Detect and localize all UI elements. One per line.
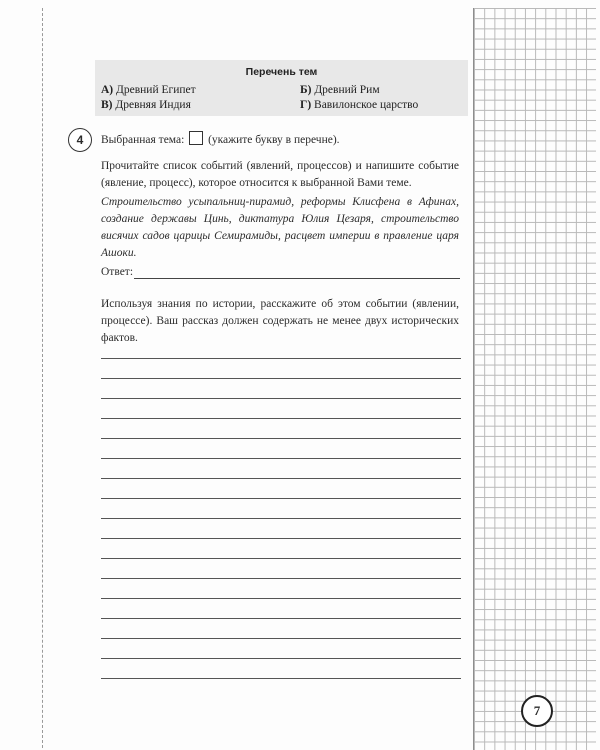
draft-grid [473,8,596,750]
answer-field[interactable] [134,278,460,279]
task-text: Используя знания по истории, расскажите об этом событии (явлении, процессе). Ваш рассказ должен содержать не менее двух исторических фактов. [101,298,459,344]
events-list: Строительство усыпальниц-пирамид, реформы Клисфена в Афинах, создание державы Цинь, диктатура Юлия Цезаря, строительство висячих садов царицы Семирамиды, расцвет империи в правление царя Ашоки. [101,196,459,259]
theme-option-v: В) Древняя Индия [101,99,191,111]
writing-line[interactable] [101,458,461,459]
writing-line[interactable] [101,518,461,519]
cut-line [42,8,43,748]
chosen-theme-row [101,131,340,146]
theme-option-a: А) Древний Египет [101,84,196,96]
answer-label: Ответ: [101,266,134,278]
question-number: 4 [68,128,92,152]
chosen-theme-label: Выбранная тема: [101,134,185,146]
theme-option-g: Г) Вавилонское царство [300,99,419,111]
theme-option-b: Б) Древний Рим [300,84,380,96]
writing-line[interactable] [101,658,461,659]
instruction-text: Прочитайте список событий (явлений, процессов) и напишите событие (явление, процесс), которое относится к выбранной Вами теме. [101,160,459,189]
chosen-theme-hint: (укажите букву в перечне). [208,134,340,146]
writing-line[interactable] [101,438,461,439]
writing-line[interactable] [101,478,461,479]
writing-line[interactable] [101,358,461,359]
writing-line[interactable] [101,678,461,679]
theme-list-title: Перечень тем [245,66,318,78]
page-number: 7 [521,695,553,727]
writing-line[interactable] [101,598,461,599]
writing-line[interactable] [101,378,461,379]
writing-line[interactable] [101,578,461,579]
writing-line[interactable] [101,638,461,639]
writing-line[interactable] [101,398,461,399]
theme-list-box [95,60,468,116]
chosen-theme-box[interactable] [189,131,203,145]
writing-line[interactable] [101,498,461,499]
writing-line[interactable] [101,618,461,619]
writing-line[interactable] [101,538,461,539]
writing-line[interactable] [101,418,461,419]
writing-line[interactable] [101,558,461,559]
